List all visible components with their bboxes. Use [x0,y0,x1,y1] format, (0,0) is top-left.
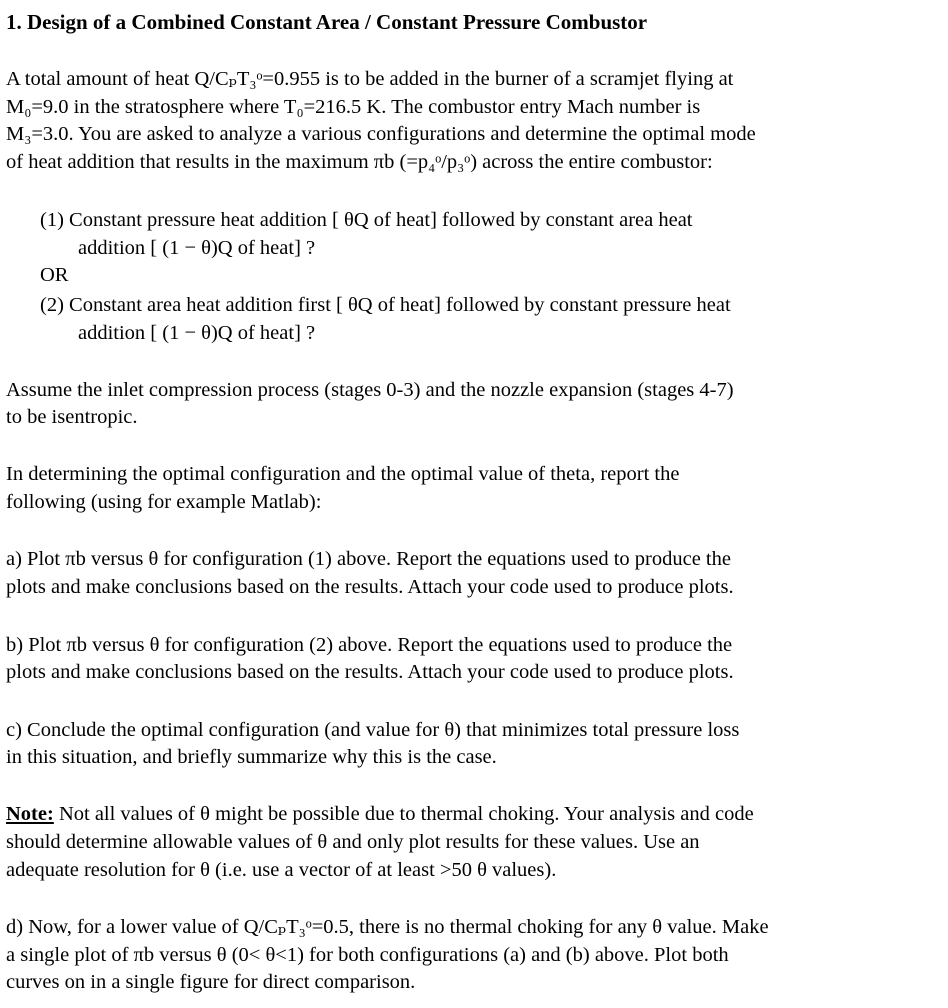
assume-line-2: to be isentropic. [6,406,138,428]
option-1-line-1: (1) Constant pressure heat addition [ θQ of heat] followed by constant area heat [40,209,693,231]
assume-line-1: Assume the inlet compression process (stages 0-3) and the nozzle expansion (stages 4-7) [6,379,734,401]
part-b-line-2: plots and make conclusions based on the results. Attach your code used to produce plots. [6,661,734,683]
note-line-1-text: Not all values of θ might be possible due to thermal choking. Your analysis and code [53,803,754,825]
note-line-1 [6,801,754,827]
intro-line-4: of heat addition that results in the maximum πb (=p₄ᵒ/p₃ᵒ) across the entire combustor: [6,151,713,173]
part-a-line-2: plots and make conclusions based on the results. Attach your code used to produce plots. [6,576,734,598]
determining-line-1: In determining the optimal configuration and the optimal value of theta, report the [6,463,680,485]
intro-line-3: M₃=3.0. You are asked to analyze a various configurations and determine the optimal mode [6,123,756,145]
part-d-line-2: a single plot of πb versus θ (0< θ<1) for both configurations (a) and (b) above. Plot both [6,944,729,966]
intro-line-2: M₀=9.0 in the stratosphere where T₀=216.5 K. The combustor entry Mach number is [6,96,701,118]
part-a-line-1: a) Plot πb versus θ for configuration (1) above. Report the equations used to produce the [6,548,731,570]
option-1-line-2: addition [ (1 − θ)Q of heat] ? [78,237,316,259]
intro-line-1: A total amount of heat Q/CₚT₃ᵒ=0.955 is to be added in the burner of a scramjet flying at [6,68,734,90]
note-label: Note: [6,803,54,825]
determining-line-2: following (using for example Matlab): [6,491,322,513]
problem-title: 1. Design of a Combined Constant Area / Constant Pressure Combustor [6,10,648,34]
note-line-3: adequate resolution for θ (i.e. use a vector of at least >50 θ values). [6,859,557,881]
part-b-line-1: b) Plot πb versus θ for configuration (2) above. Report the equations used to produce the [6,634,733,656]
part-d-line-1: d) Now, for a lower value of Q/CₚT₃ᵒ=0.5, there is no thermal choking for any θ value. Make [6,916,769,938]
part-d-line-3: curves on in a single figure for direct comparison. [6,971,416,993]
option-2-line-1: (2) Constant area heat addition first [ θQ of heat] followed by constant pressure heat [40,294,731,316]
part-c-line-1: c) Conclude the optimal configuration (and value for θ) that minimizes total pressure loss [6,719,740,741]
note-line-2: should determine allowable values of θ and only plot results for these values. Use an [6,831,700,853]
part-c-line-2: in this situation, and briefly summarize why this is the case. [6,746,497,768]
option-2-line-2: addition [ (1 − θ)Q of heat] ? [78,322,316,344]
option-or: OR [40,264,69,286]
